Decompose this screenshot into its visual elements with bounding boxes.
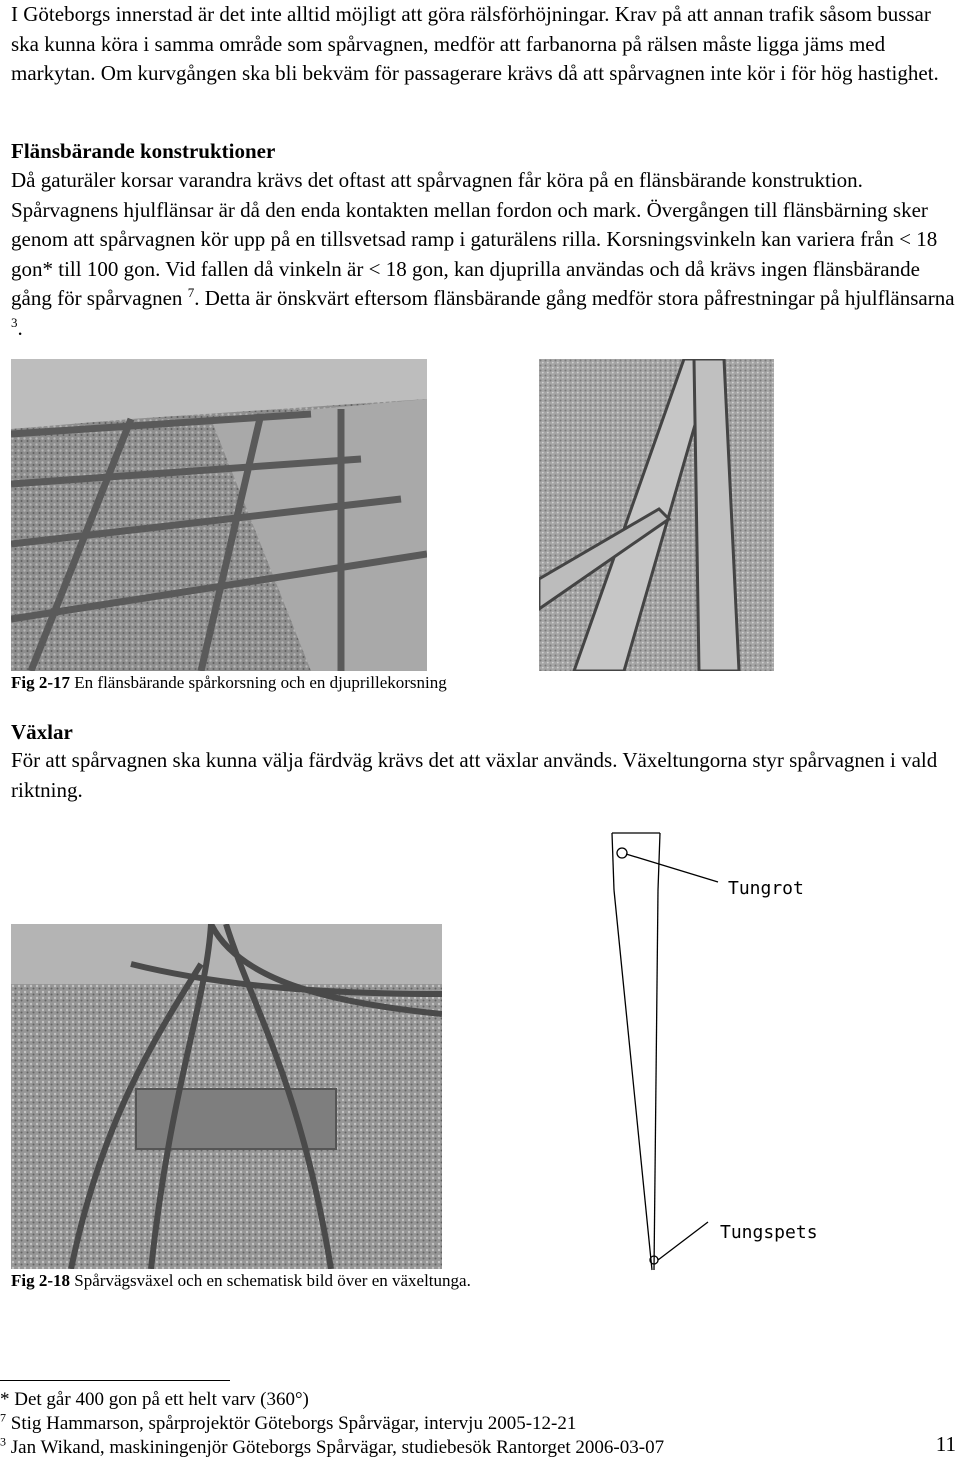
footnote-mark: 3	[0, 1434, 6, 1449]
paragraph-text-b: . Detta är önskvärt eftersom flänsbärande gång medför stora påfrestningar på hjulflänsarna	[194, 286, 955, 310]
footnote-ref-7: 7	[187, 285, 195, 300]
footnote-3	[0, 1434, 665, 1459]
paragraph-text-a: Då gaturäler korsar varandra krävs det oftast att spårvagnen får köra på en flänsbärande konstruktion. Spårvagnens hjulflänsar är då den enda kontakten mellan fordon och mark. Övergången till flänsbärning sker genom att spårvagnen kör upp på en tillsvetsad ramp i gaturälens rilla. Korsningsvinkeln kan variera från < 18 gon* till 100 gon. Vid fallen då vinkeln är < 18 gon, kan djuprilla användas och då krävs ingen flänsbärande gång för spårvagnen	[11, 168, 938, 310]
intro-paragraph: I Göteborgs innerstad är det inte alltid möjligt att göra rälsförhöjningar. Krav på att annan trafik såsom bussar ska kunna köra i samma område som spårvagnen, medför att farbanorna på rälsen måste ligga jäms med markytan. Om kurvgången ska bli bekväm för passagerare krävs då att spårvagnen inte kör i för hög hastighet.	[11, 2, 939, 85]
footnote-text: * Det går 400 gon på ett helt varv (360°)	[0, 1389, 309, 1410]
figure-caption-text-2-17: En flänsbärande spårkorsning och en djuprillekorsning	[70, 673, 447, 692]
diagram-switch-tongue	[600, 830, 900, 1275]
footnote-7	[0, 1410, 577, 1435]
page-number: 11	[935, 1432, 956, 1456]
paragraph-text-c: .	[17, 315, 23, 340]
footnote-text: Jan Wikand, maskiningenjör Göteborgs Spårvägar, studiebesök Rantorget 2006-03-07	[6, 1437, 665, 1458]
photo-deep-groove-crossing	[539, 359, 774, 671]
footnote-mark: 7	[0, 1410, 6, 1425]
footnote-text: Stig Hammarson, spårprojektör Göteborgs Spårvägar, intervju 2005-12-21	[6, 1413, 577, 1434]
diagram-label-tungspets: Tungspets	[720, 1222, 818, 1243]
figure-label-2-18: Fig 2-18	[11, 1271, 71, 1290]
section-paragraph-vaxlar: För att spårvagnen ska kunna välja färdväg krävs det att växlar används. Växeltungorna styr spårvagnen i vald riktning.	[11, 748, 938, 802]
figure-caption-2-18	[11, 1271, 471, 1291]
footnote-gon	[0, 1389, 309, 1411]
section-heading-flansbarande: Flänsbärande konstruktioner	[11, 139, 276, 163]
diagram-label-tungrot: Tungrot	[728, 878, 804, 899]
section-heading-vaxlar: Växlar	[11, 720, 73, 744]
section-paragraph-flansbarande	[11, 166, 959, 343]
photo-tram-switch	[11, 924, 442, 1269]
figure-caption-2-17	[11, 673, 447, 693]
figure-label-2-17: Fig 2-17	[11, 673, 71, 692]
footnote-ref-3: 3	[11, 314, 18, 330]
footnote-separator	[0, 1380, 230, 1381]
figure-caption-text-2-18: Spårvägsväxel och en schematisk bild över en växeltunga.	[70, 1271, 471, 1290]
photo-flange-crossing	[11, 359, 427, 671]
